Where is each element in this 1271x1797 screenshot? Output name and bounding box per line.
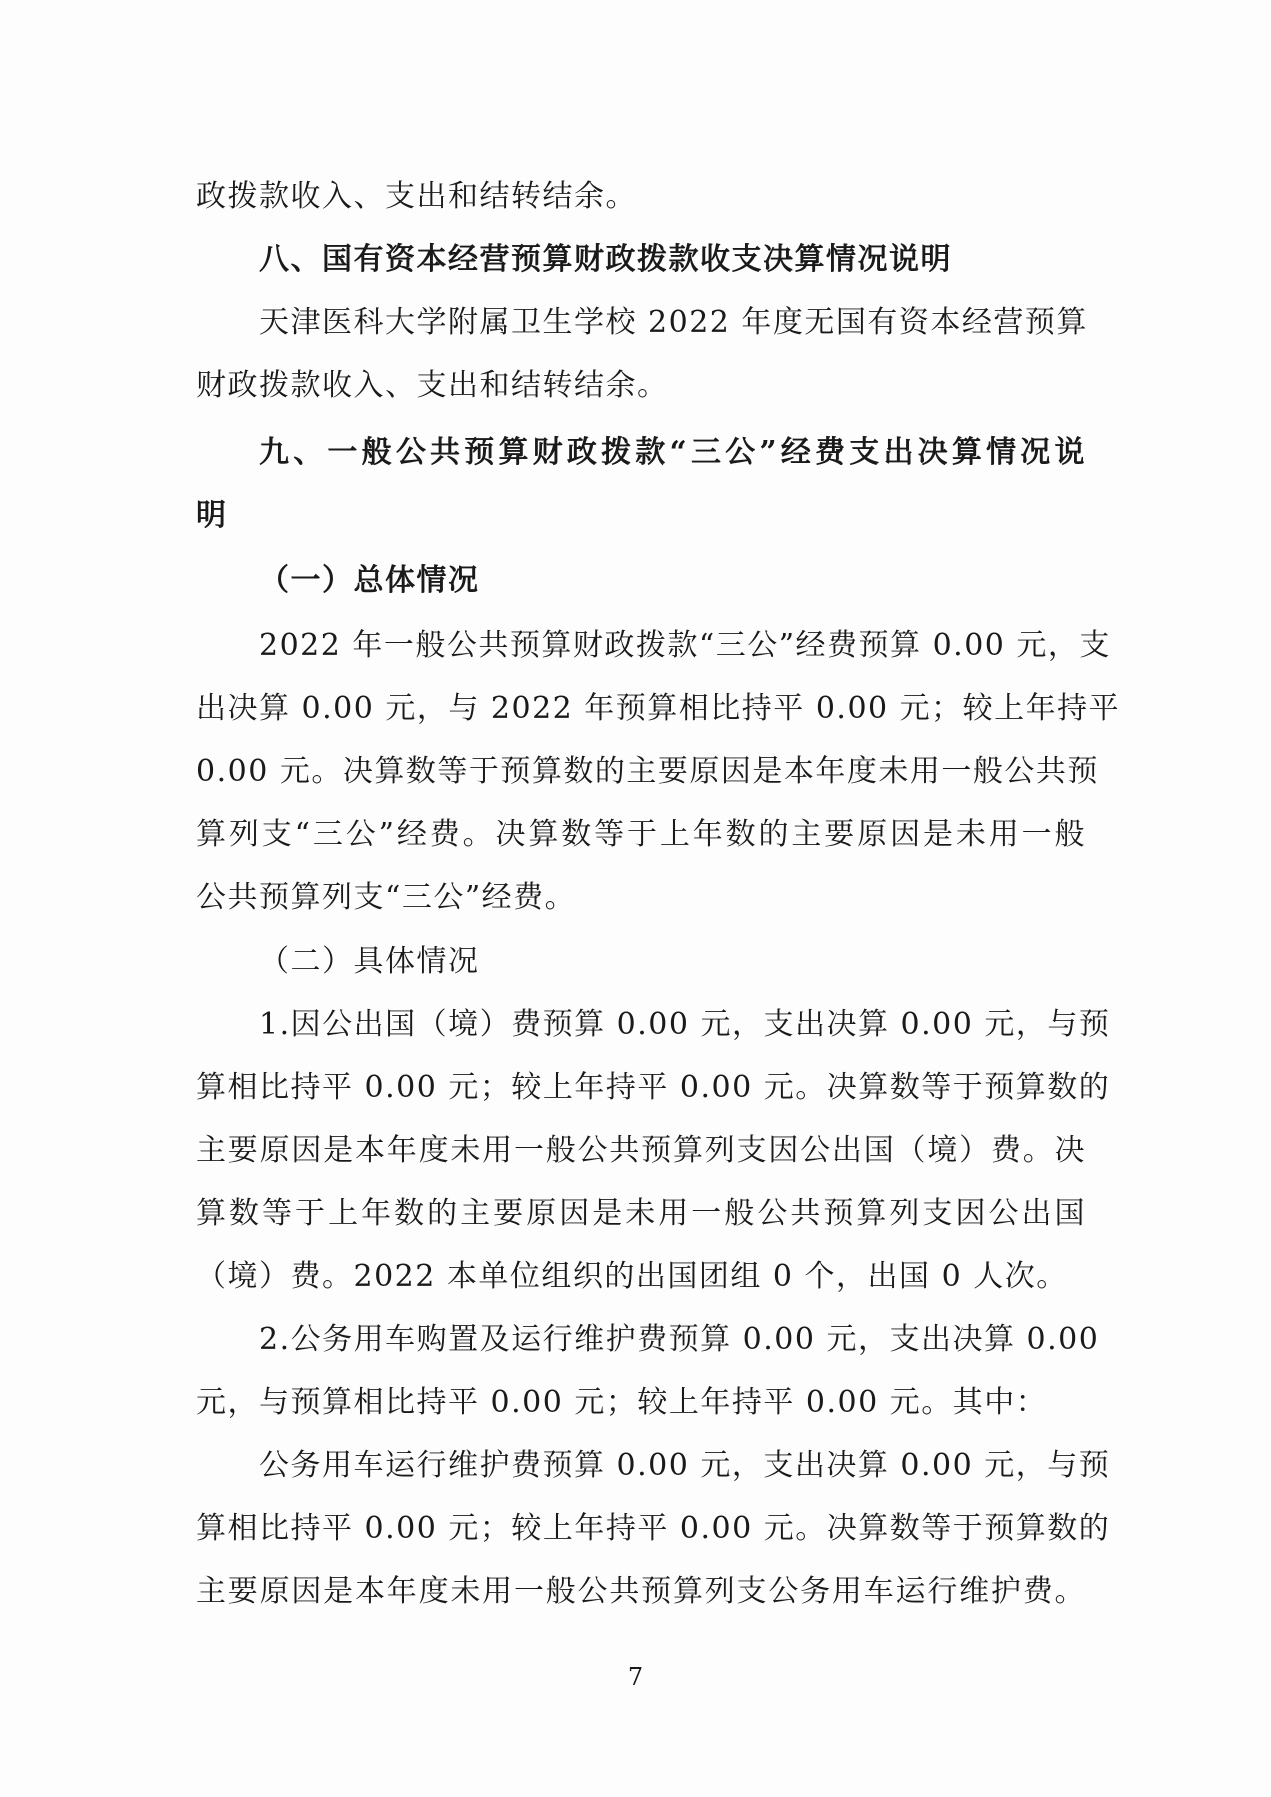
subsection-heading-overall: （一）总体情况: [259, 563, 480, 598]
paragraph-line: 算数等于上年数的主要原因是未用一般公共预算列支因公出国: [196, 1196, 1086, 1231]
section-heading-9: 九、一般公共预算财政拨款“三公”经费支出决算情况说: [259, 435, 1086, 470]
paragraph-line: 出决算 0.00 元，与 2022 年预算相比持平 0.00 元；较上年持平: [196, 691, 1121, 726]
paragraph-line: 财政拨款收入、支出和结转结余。: [196, 368, 669, 403]
paragraph-line: 主要原因是本年度未用一般公共预算列支公务用车运行维护费。: [196, 1574, 1086, 1609]
paragraph-line: 天津医科大学附属卫生学校 2022 年度无国有资本经营预算: [259, 305, 1088, 340]
paragraph-line: 1.因公出国（境）费预算 0.00 元，支出决算 0.00 元，与预: [259, 1007, 1111, 1042]
paragraph-line: 算相比持平 0.00 元；较上年持平 0.00 元。决算数等于预算数的: [196, 1070, 1111, 1105]
paragraph-line: （境）费。2022 本单位组织的出国团组 0 个，出国 0 人次。: [196, 1259, 1068, 1294]
paragraph-line: 元，与预算相比持平 0.00 元；较上年持平 0.00 元。其中：: [196, 1385, 1048, 1420]
paragraph-line: 算相比持平 0.00 元；较上年持平 0.00 元。决算数等于预算数的: [196, 1511, 1111, 1546]
paragraph-line: 算列支“三公”经费。决算数等于上年数的主要原因是未用一般: [196, 817, 1086, 852]
paragraph-line: 2.公务用车购置及运行维护费预算 0.00 元，支出决算 0.00: [259, 1322, 1100, 1357]
paragraph-line: 主要原因是本年度未用一般公共预算列支因公出国（境）费。决: [196, 1133, 1086, 1168]
subsection-heading-specific: （二）具体情况: [259, 944, 480, 979]
section-heading-8: 八、国有资本经营预算财政拨款收支决算情况说明: [259, 242, 952, 277]
paragraph-line: 2022 年一般公共预算财政拨款“三公”经费预算 0.00 元，支: [259, 628, 1111, 663]
paragraph-line: 公务用车运行维护费预算 0.00 元，支出决算 0.00 元，与预: [259, 1448, 1111, 1483]
paragraph-line: 0.00 元。决算数等于预算数的主要原因是本年度未用一般公共预: [196, 754, 1099, 789]
paragraph-line: 公共预算列支“三公”经费。: [196, 880, 577, 915]
section-heading-9-continued: 明: [196, 498, 228, 533]
page-number: 7: [627, 1663, 644, 1691]
paragraph-line: 政拨款收入、支出和结转结余。: [196, 179, 637, 214]
